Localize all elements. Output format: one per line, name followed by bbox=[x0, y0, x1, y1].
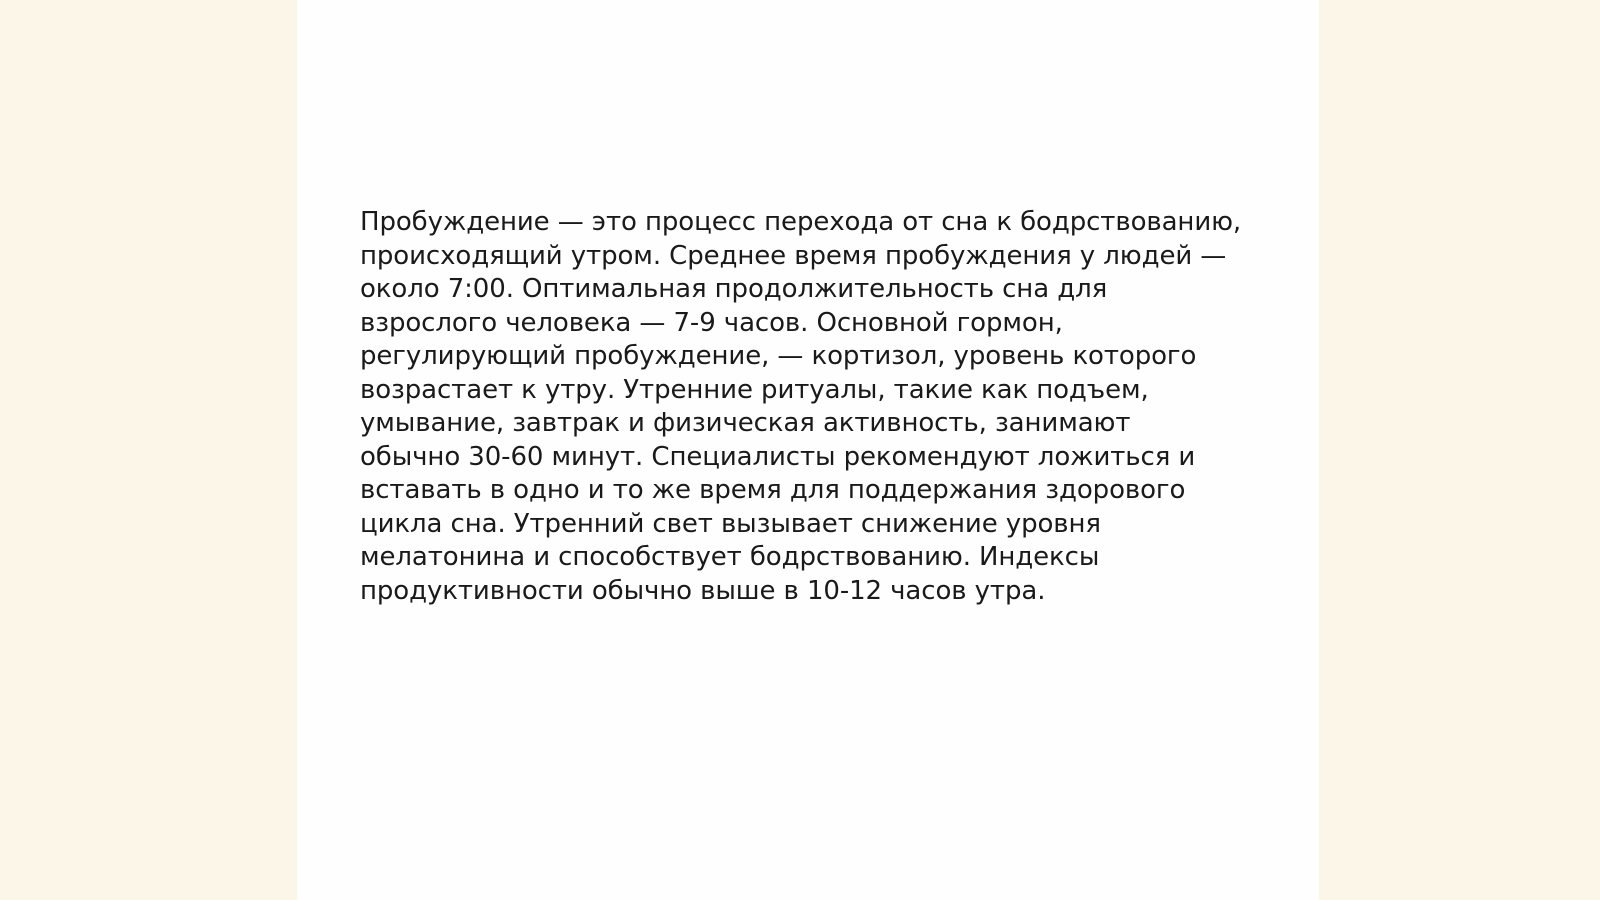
paragraph-line: обычно 30-60 минут. Специалисты рекомендуют ложиться и bbox=[360, 441, 1196, 472]
paragraph-line: продуктивности обычно выше в 10-12 часов утра. bbox=[360, 575, 1046, 606]
paragraph-line: взрослого человека — 7-9 часов. Основной гормон, bbox=[360, 307, 1063, 338]
paragraph-line: умывание, завтрак и физическая активность, занимают bbox=[360, 408, 1131, 438]
paragraph-line: Пробуждение — это процесс перехода от сна к бодрствованию, bbox=[360, 207, 1242, 237]
paragraph-line: происходящий утром. Среднее время пробуждения у людей — bbox=[360, 240, 1227, 271]
paragraph-line: вставать в одно и то же время для поддержания здорового bbox=[360, 475, 1186, 505]
body-paragraph bbox=[360, 206, 1260, 608]
paragraph-line: цикла сна. Утренний свет вызывает снижение уровня bbox=[360, 508, 1101, 539]
paragraph-line: мелатонина и способствует бодрствованию. Индексы bbox=[360, 542, 1100, 572]
paragraph-line: около 7:00. Оптимальная продолжительность сна для bbox=[360, 274, 1108, 304]
document-page bbox=[297, 0, 1319, 900]
paragraph-line: регулирующий пробуждение, — кортизол, уровень которого bbox=[360, 341, 1197, 371]
paragraph-line: возрастает к утру. Утренние ритуалы, такие как подъем, bbox=[360, 374, 1149, 405]
